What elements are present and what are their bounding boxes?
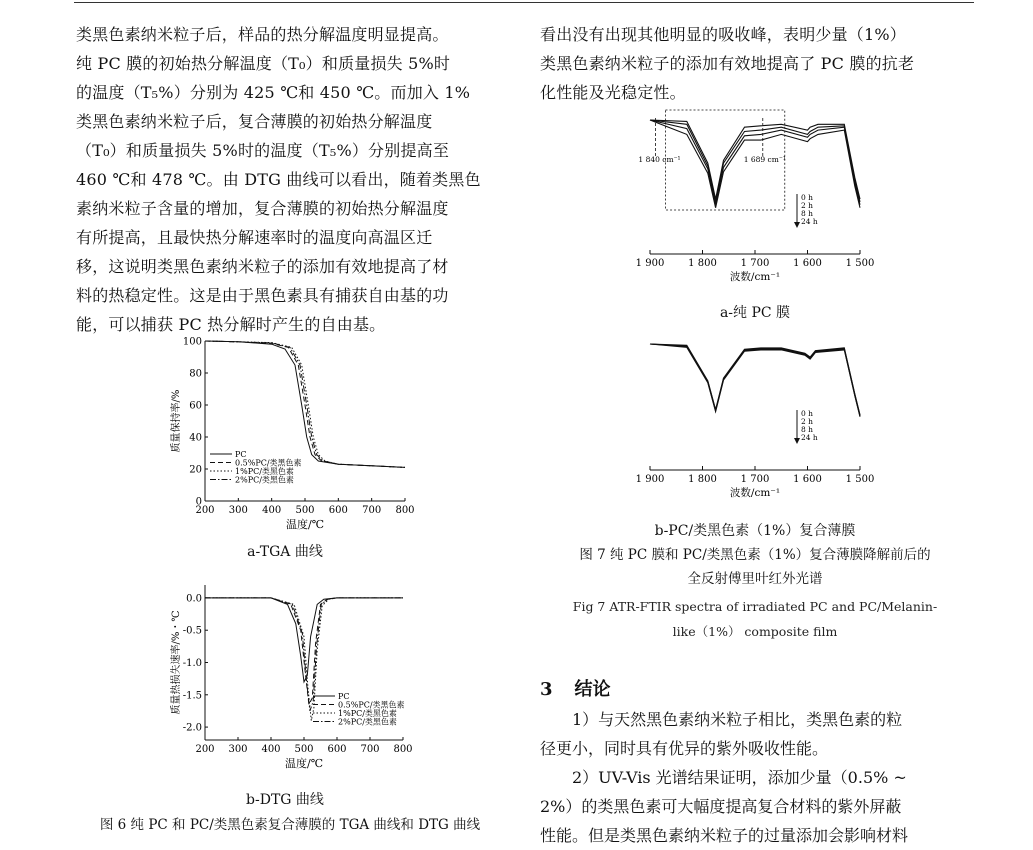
x-axis-label: 波数/cm⁻¹ bbox=[729, 487, 781, 499]
x-tick-label: 1 900 bbox=[635, 474, 665, 485]
header-rule bbox=[74, 2, 974, 3]
ftir-pc-chart bbox=[630, 106, 880, 296]
y-axis-label: 质量保持率/% bbox=[171, 389, 182, 453]
x-tick-label: 1 700 bbox=[740, 258, 770, 269]
legend-label: 0.5%PC/类黑色素 bbox=[338, 700, 405, 710]
y-tick-label: 100 bbox=[182, 336, 202, 348]
x-tick-label: 1 500 bbox=[845, 258, 875, 269]
text-line: 移，这说明类黑色素纳米粒子的添加有效地提高了材 bbox=[76, 257, 449, 276]
y-axis-label: 质量热损失速率/%・℃ bbox=[171, 610, 182, 715]
legend-label: PC bbox=[235, 450, 247, 459]
x-tick-label: 600 bbox=[328, 505, 348, 516]
x-tick-label: 1 600 bbox=[793, 474, 822, 485]
x-tick-label: 1 600 bbox=[793, 258, 822, 269]
x-tick-label: 1 800 bbox=[688, 258, 717, 269]
y-tick-label: 20 bbox=[189, 464, 202, 476]
x-tick-label: 1 500 bbox=[845, 474, 875, 485]
fig6-sub-b: b-DTG 曲线 bbox=[246, 792, 324, 808]
text-line: 2）UV-Vis 光谱结果证明，添加少量（0.5% ~ bbox=[572, 768, 907, 787]
spectrum-line bbox=[650, 344, 860, 416]
x-tick-label: 200 bbox=[195, 505, 215, 516]
text-line: 的温度（T₅%）分别为 425 ℃和 450 ℃。而加入 1% bbox=[76, 83, 471, 102]
x-axis-label: 温度/℃ bbox=[284, 757, 324, 770]
series-line bbox=[205, 598, 403, 705]
x-tick-label: 1 700 bbox=[740, 474, 770, 485]
x-tick-label: 300 bbox=[228, 505, 248, 516]
left-column-text bbox=[76, 20, 506, 339]
text-line: 2%）的类黑色素可大幅度提高复合材料的紫外屏蔽 bbox=[540, 797, 902, 816]
x-tick-label: 800 bbox=[395, 505, 415, 516]
time-label: 24 h bbox=[801, 433, 818, 442]
time-label: 0 h bbox=[801, 193, 813, 202]
time-label: 24 h bbox=[801, 217, 818, 226]
time-arrow-head bbox=[794, 438, 800, 444]
spectrum-line bbox=[650, 344, 860, 416]
legend-label: 1%PC/类黑色素 bbox=[338, 709, 397, 718]
section-number: 3 bbox=[540, 679, 553, 700]
text-line: 径更小，同时具有优异的紫外吸收性能。 bbox=[540, 739, 829, 758]
legend-label: 1%PC/类黑色素 bbox=[235, 467, 294, 476]
time-arrow-head bbox=[794, 222, 800, 228]
y-tick-label: -0.5 bbox=[182, 625, 202, 637]
x-tick-label: 700 bbox=[362, 505, 382, 516]
time-label: 8 h bbox=[801, 425, 813, 434]
time-label: 2 h bbox=[801, 201, 813, 210]
text-line: 1）与天然黑色素纳米粒子相比，类黑色素的粒 bbox=[572, 710, 903, 729]
legend-label: 2%PC/类黑色素 bbox=[338, 717, 397, 727]
x-tick-label: 700 bbox=[360, 744, 380, 755]
ftir-composite-chart bbox=[630, 330, 880, 510]
y-tick-label: 40 bbox=[189, 432, 202, 444]
legend-label: 0.5%PC/类黑色素 bbox=[235, 458, 302, 468]
text-line: 料的热稳定性。这是由于黑色素具有捕获自由基的功 bbox=[76, 286, 449, 305]
x-tick-label: 1 900 bbox=[635, 258, 665, 269]
text-line: 能，可以捕获 PC 热分解时产生的自由基。 bbox=[76, 315, 386, 334]
text-line: 化性能及光稳定性。 bbox=[540, 83, 686, 102]
spectrum-line bbox=[650, 344, 860, 415]
text-line: 有所提高，且最快热分解速率时的温度向高温区迁 bbox=[76, 228, 433, 247]
fig7-sub-a: a-纯 PC 膜 bbox=[719, 305, 791, 321]
x-tick-label: 300 bbox=[228, 744, 248, 755]
x-axis-label: 温度/℃ bbox=[285, 518, 325, 531]
y-tick-label: 80 bbox=[189, 368, 202, 380]
x-tick-label: 200 bbox=[195, 744, 215, 755]
x-tick-label: 600 bbox=[327, 744, 347, 755]
conclusion-text bbox=[540, 705, 970, 850]
fig7-caption-en-1: Fig 7 ATR-FTIR spectra of irradiated PC and PC/Melanin- bbox=[572, 599, 938, 614]
dtg-chart bbox=[155, 580, 420, 785]
fig7-caption-cn-2: 全反射傅里叶红外光谱 bbox=[687, 571, 823, 587]
fig7-caption-en-2: like（1%） composite film bbox=[672, 624, 838, 639]
fig7-sub-b: b-PC/类黑色素（1%）复合薄膜 bbox=[654, 523, 856, 539]
series-line bbox=[205, 598, 403, 711]
series-line bbox=[205, 341, 405, 467]
x-tick-label: 800 bbox=[393, 744, 413, 755]
right-column-text bbox=[540, 20, 970, 107]
text-line: 460 ℃和 478 ℃。由 DTG 曲线可以看出，随着类黑色 bbox=[76, 170, 481, 189]
x-tick-label: 400 bbox=[262, 505, 282, 516]
time-label: 8 h bbox=[801, 209, 813, 218]
fig6-caption: 图 6 纯 PC 和 PC/类黑色素复合薄膜的 TGA 曲线和 DTG 曲线 bbox=[99, 817, 481, 833]
y-tick-label: -2.0 bbox=[182, 722, 202, 734]
text-line: （T₀）和质量损失 5%时的温度（T₅%）分别提高至 bbox=[76, 141, 450, 160]
legend-label: PC bbox=[338, 692, 350, 701]
y-tick-label: -1.5 bbox=[182, 690, 202, 702]
text-line: 看出没有出现其他明显的吸收峰，表明少量（1%） bbox=[540, 25, 906, 44]
y-tick-label: 60 bbox=[189, 400, 202, 412]
spectrum-line bbox=[650, 344, 860, 417]
text-line: 类黑色素纳米粒子后，复合薄膜的初始热分解温度 bbox=[76, 112, 433, 131]
peak-annotation: 1 840 cm⁻¹ bbox=[638, 155, 681, 164]
series-line bbox=[205, 341, 405, 467]
tga-chart bbox=[160, 334, 420, 534]
text-line: 性能。但是类黑色素纳米粒子的过量添加会影响材料 bbox=[540, 826, 909, 845]
x-tick-label: 400 bbox=[261, 744, 281, 755]
y-tick-label: 0.0 bbox=[186, 593, 202, 605]
peak-annotation: 1 689 cm⁻¹ bbox=[743, 155, 786, 164]
fig7-caption-cn-1: 图 7 纯 PC 膜和 PC/类黑色素（1%）复合薄膜降解前后的 bbox=[579, 547, 931, 563]
text-line: 纯 PC 膜的初始热分解温度（T₀）和质量损失 5%时 bbox=[76, 54, 451, 73]
time-label: 0 h bbox=[801, 409, 813, 418]
fig6-sub-a: a-TGA 曲线 bbox=[247, 544, 323, 560]
text-line: 类黑色素纳米粒子后，样品的热分解温度明显提高。 bbox=[76, 25, 449, 44]
y-tick-label: 0 bbox=[195, 496, 202, 508]
time-label: 2 h bbox=[801, 417, 813, 426]
x-tick-label: 500 bbox=[295, 505, 315, 516]
series-line bbox=[205, 341, 405, 467]
section-title: 结论 bbox=[574, 679, 611, 700]
x-tick-label: 500 bbox=[294, 744, 314, 755]
text-line: 类黑色素纳米粒子的添加有效地提高了 PC 膜的抗老 bbox=[540, 54, 915, 73]
series-line bbox=[205, 341, 405, 467]
text-line: 素纳米粒子含量的增加，复合薄膜的初始热分解温度 bbox=[76, 199, 449, 218]
y-tick-label: -1.0 bbox=[182, 658, 202, 669]
legend-label: 2%PC/类黑色素 bbox=[235, 475, 294, 485]
x-tick-label: 1 800 bbox=[688, 474, 717, 485]
section-heading bbox=[540, 675, 611, 701]
x-axis-label: 波数/cm⁻¹ bbox=[729, 271, 781, 283]
